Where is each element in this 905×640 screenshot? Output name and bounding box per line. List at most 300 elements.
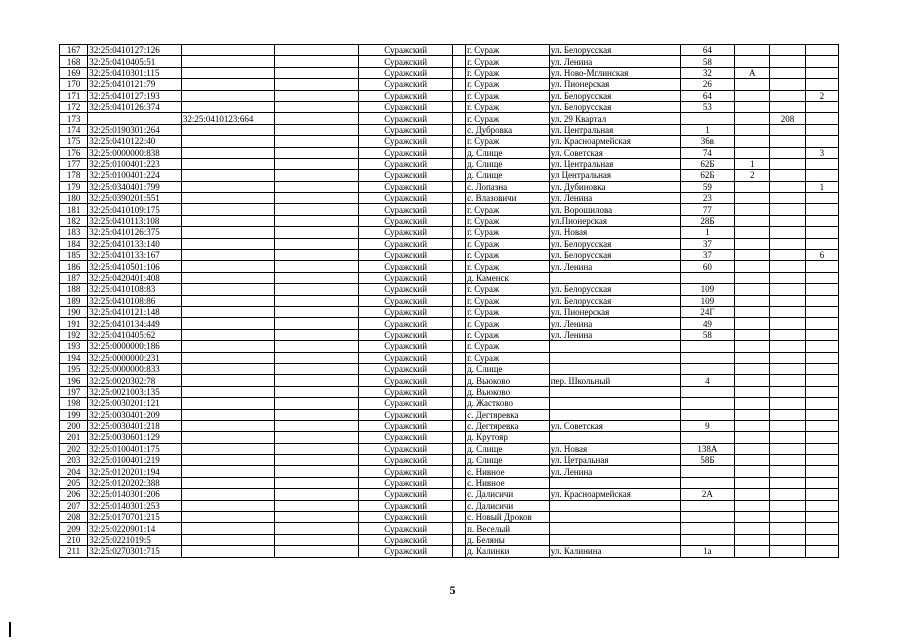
room-number bbox=[805, 489, 838, 500]
row-number: 172 bbox=[60, 101, 88, 112]
room-number bbox=[805, 329, 838, 340]
cadastral-number: 32:25:0030601:129 bbox=[88, 432, 182, 443]
building-number bbox=[735, 375, 770, 386]
street bbox=[549, 386, 680, 397]
district: Суражский bbox=[359, 318, 453, 329]
house-number bbox=[680, 409, 734, 420]
district: Суражский bbox=[359, 477, 453, 488]
empty-cell bbox=[274, 409, 359, 420]
settlement: д. Жастково bbox=[466, 398, 550, 409]
row-number: 203 bbox=[60, 455, 88, 466]
street: ул. Новая bbox=[549, 443, 680, 454]
empty-cell bbox=[452, 67, 465, 78]
room-number bbox=[805, 215, 838, 226]
prior-cadastral-number bbox=[181, 101, 274, 112]
table-row bbox=[60, 90, 839, 101]
prior-cadastral-number bbox=[181, 181, 274, 192]
table-row bbox=[60, 67, 839, 78]
room-number bbox=[805, 443, 838, 454]
street bbox=[549, 272, 680, 283]
row-number: 206 bbox=[60, 489, 88, 500]
house-number: 32 bbox=[680, 67, 734, 78]
row-number: 167 bbox=[60, 45, 88, 56]
settlement: с. Влазовичи bbox=[466, 193, 550, 204]
prior-cadastral-number bbox=[181, 170, 274, 181]
cadastral-number: 32:25:0100401:224 bbox=[88, 170, 182, 181]
table-row bbox=[60, 158, 839, 169]
building-number bbox=[735, 352, 770, 363]
building-number: 1 bbox=[735, 158, 770, 169]
prior-cadastral-number bbox=[181, 45, 274, 56]
house-number: 77 bbox=[680, 204, 734, 215]
table-row bbox=[60, 489, 839, 500]
empty-cell bbox=[274, 56, 359, 67]
cadastral-number: 32:25:0410122:40 bbox=[88, 136, 182, 147]
room-number: 3 bbox=[805, 147, 838, 158]
house-number: 1а bbox=[680, 546, 734, 557]
settlement: с. Дегтяревка bbox=[466, 409, 550, 420]
room-number bbox=[805, 193, 838, 204]
cadastral-number: 32:25:0410134:449 bbox=[88, 318, 182, 329]
district: Суражский bbox=[359, 227, 453, 238]
district: Суражский bbox=[359, 523, 453, 534]
empty-cell bbox=[452, 238, 465, 249]
prior-cadastral-number bbox=[181, 455, 274, 466]
building-number bbox=[735, 45, 770, 56]
empty-cell bbox=[274, 238, 359, 249]
empty-cell bbox=[452, 534, 465, 545]
settlement: д. Крутояр bbox=[466, 432, 550, 443]
building-number bbox=[735, 500, 770, 511]
empty-cell bbox=[452, 420, 465, 431]
street: ул. Пионерская bbox=[549, 79, 680, 90]
empty-cell bbox=[452, 147, 465, 158]
empty-cell bbox=[452, 466, 465, 477]
row-number: 181 bbox=[60, 204, 88, 215]
cadastral-number: 32:25:0100401:223 bbox=[88, 158, 182, 169]
apartment-number bbox=[770, 295, 805, 306]
cadastral-number: 32:25:0410405:51 bbox=[88, 56, 182, 67]
building-number bbox=[735, 386, 770, 397]
room-number bbox=[805, 56, 838, 67]
district: Суражский bbox=[359, 306, 453, 317]
street bbox=[549, 534, 680, 545]
district: Суражский bbox=[359, 455, 453, 466]
settlement: г. Сураж bbox=[466, 227, 550, 238]
row-number: 188 bbox=[60, 284, 88, 295]
building-number bbox=[735, 261, 770, 272]
street: ул. Ленина bbox=[549, 261, 680, 272]
room-number bbox=[805, 124, 838, 135]
room-number bbox=[805, 67, 838, 78]
cadastral-number: 32:25:0410127:193 bbox=[88, 90, 182, 101]
row-number: 168 bbox=[60, 56, 88, 67]
prior-cadastral-number bbox=[181, 261, 274, 272]
empty-cell bbox=[274, 534, 359, 545]
house-number: 62Б bbox=[680, 158, 734, 169]
building-number bbox=[735, 204, 770, 215]
table-row bbox=[60, 45, 839, 56]
room-number bbox=[805, 158, 838, 169]
empty-cell bbox=[452, 318, 465, 329]
building-number: А bbox=[735, 67, 770, 78]
empty-cell bbox=[452, 284, 465, 295]
house-number bbox=[680, 386, 734, 397]
settlement: п. Веселый bbox=[466, 523, 550, 534]
house-number bbox=[680, 363, 734, 374]
cadastral-number: 32:25:0020302:78 bbox=[88, 375, 182, 386]
district: Суражский bbox=[359, 534, 453, 545]
empty-cell bbox=[274, 147, 359, 158]
table-row bbox=[60, 193, 839, 204]
prior-cadastral-number bbox=[181, 386, 274, 397]
cadastral-number: 32:25:0100401:219 bbox=[88, 455, 182, 466]
table-row bbox=[60, 181, 839, 192]
prior-cadastral-number bbox=[181, 56, 274, 67]
settlement: г. Сураж bbox=[466, 136, 550, 147]
building-number bbox=[735, 409, 770, 420]
table-body bbox=[60, 45, 839, 558]
house-number bbox=[680, 352, 734, 363]
street: ул. Новая bbox=[549, 227, 680, 238]
table-row bbox=[60, 250, 839, 261]
district: Суражский bbox=[359, 500, 453, 511]
street bbox=[549, 432, 680, 443]
table-row bbox=[60, 455, 839, 466]
cadastral-number: 32:25:0221019:5 bbox=[88, 534, 182, 545]
building-number bbox=[735, 56, 770, 67]
district: Суражский bbox=[359, 261, 453, 272]
room-number bbox=[805, 363, 838, 374]
street: ул. Центральная bbox=[549, 158, 680, 169]
settlement: г. Сураж bbox=[466, 329, 550, 340]
empty-cell bbox=[452, 204, 465, 215]
settlement: г. Сураж bbox=[466, 113, 550, 124]
empty-cell bbox=[274, 113, 359, 124]
street: ул. Калинина bbox=[549, 546, 680, 557]
apartment-number bbox=[770, 398, 805, 409]
room-number bbox=[805, 341, 838, 352]
settlement: с. Далисичи bbox=[466, 489, 550, 500]
empty-cell bbox=[452, 215, 465, 226]
cadastral-number: 32:25:0410113:108 bbox=[88, 215, 182, 226]
district: Суражский bbox=[359, 90, 453, 101]
empty-cell bbox=[452, 455, 465, 466]
empty-cell bbox=[452, 227, 465, 238]
building-number bbox=[735, 306, 770, 317]
row-number: 190 bbox=[60, 306, 88, 317]
district: Суражский bbox=[359, 45, 453, 56]
settlement: г. Сураж bbox=[466, 352, 550, 363]
row-number: 191 bbox=[60, 318, 88, 329]
district: Суражский bbox=[359, 489, 453, 500]
house-number: 24Г bbox=[680, 306, 734, 317]
row-number: 210 bbox=[60, 534, 88, 545]
room-number bbox=[805, 375, 838, 386]
cadastral-number: 32:25:0030401:218 bbox=[88, 420, 182, 431]
cadastral-number: 32:25:0170701:215 bbox=[88, 512, 182, 523]
settlement: д. Вьюково bbox=[466, 386, 550, 397]
house-number: 28Б bbox=[680, 215, 734, 226]
cadastral-number: 32:25:0120202:388 bbox=[88, 477, 182, 488]
settlement: г. Сураж bbox=[466, 45, 550, 56]
room-number bbox=[805, 136, 838, 147]
table-row bbox=[60, 352, 839, 363]
street bbox=[549, 363, 680, 374]
district: Суражский bbox=[359, 466, 453, 477]
prior-cadastral-number bbox=[181, 90, 274, 101]
cadastral-number: 32:25:0410126:375 bbox=[88, 227, 182, 238]
apartment-number: 208 bbox=[770, 113, 805, 124]
building-number bbox=[735, 124, 770, 135]
prior-cadastral-number bbox=[181, 546, 274, 557]
settlement: г. Сураж bbox=[466, 101, 550, 112]
room-number bbox=[805, 261, 838, 272]
prior-cadastral-number bbox=[181, 523, 274, 534]
house-number: 109 bbox=[680, 284, 734, 295]
cadastral-number bbox=[88, 113, 182, 124]
house-number bbox=[680, 500, 734, 511]
empty-cell bbox=[274, 341, 359, 352]
apartment-number bbox=[770, 329, 805, 340]
cadastral-number: 32:25:0410108:83 bbox=[88, 284, 182, 295]
district: Суражский bbox=[359, 375, 453, 386]
street: ул. Ленина bbox=[549, 329, 680, 340]
apartment-number bbox=[770, 284, 805, 295]
empty-cell bbox=[274, 363, 359, 374]
street: ул. Центральная bbox=[549, 124, 680, 135]
empty-cell bbox=[274, 45, 359, 56]
empty-cell bbox=[274, 170, 359, 181]
house-number bbox=[680, 477, 734, 488]
table-row bbox=[60, 523, 839, 534]
room-number bbox=[805, 318, 838, 329]
prior-cadastral-number bbox=[181, 420, 274, 431]
empty-cell bbox=[452, 432, 465, 443]
room-number bbox=[805, 409, 838, 420]
table-row bbox=[60, 56, 839, 67]
district: Суражский bbox=[359, 113, 453, 124]
table-row bbox=[60, 329, 839, 340]
empty-cell bbox=[452, 272, 465, 283]
apartment-number bbox=[770, 170, 805, 181]
building-number bbox=[735, 546, 770, 557]
street: ул.Пионерская bbox=[549, 215, 680, 226]
house-number: 58 bbox=[680, 56, 734, 67]
empty-cell bbox=[274, 181, 359, 192]
empty-cell bbox=[274, 512, 359, 523]
building-number bbox=[735, 250, 770, 261]
prior-cadastral-number bbox=[181, 284, 274, 295]
row-number: 192 bbox=[60, 329, 88, 340]
empty-cell bbox=[274, 466, 359, 477]
house-number: 26 bbox=[680, 79, 734, 90]
street: ул. Ленина bbox=[549, 318, 680, 329]
prior-cadastral-number bbox=[181, 409, 274, 420]
empty-cell bbox=[452, 101, 465, 112]
cadastral-number: 32:25:0270301:715 bbox=[88, 546, 182, 557]
empty-cell bbox=[274, 215, 359, 226]
district: Суражский bbox=[359, 181, 453, 192]
apartment-number bbox=[770, 227, 805, 238]
prior-cadastral-number bbox=[181, 124, 274, 135]
table-row bbox=[60, 124, 839, 135]
district: Суражский bbox=[359, 443, 453, 454]
cadastral-number: 32:25:0410133:167 bbox=[88, 250, 182, 261]
prior-cadastral-number bbox=[181, 477, 274, 488]
row-number: 199 bbox=[60, 409, 88, 420]
apartment-number bbox=[770, 500, 805, 511]
empty-cell bbox=[274, 101, 359, 112]
row-number: 174 bbox=[60, 124, 88, 135]
empty-cell bbox=[452, 409, 465, 420]
street: ул Центральная bbox=[549, 170, 680, 181]
settlement: г. Сураж bbox=[466, 238, 550, 249]
building-number bbox=[735, 489, 770, 500]
row-number: 196 bbox=[60, 375, 88, 386]
district: Суражский bbox=[359, 363, 453, 374]
table-row bbox=[60, 113, 839, 124]
street: ул. Цетральная bbox=[549, 455, 680, 466]
empty-cell bbox=[452, 295, 465, 306]
district: Суражский bbox=[359, 329, 453, 340]
cadastral-number: 32:25:0410405:62 bbox=[88, 329, 182, 340]
district: Суражский bbox=[359, 56, 453, 67]
empty-cell bbox=[452, 443, 465, 454]
row-number: 184 bbox=[60, 238, 88, 249]
row-number: 208 bbox=[60, 512, 88, 523]
house-number: 23 bbox=[680, 193, 734, 204]
room-number bbox=[805, 306, 838, 317]
empty-cell bbox=[452, 398, 465, 409]
settlement: д. Слище bbox=[466, 455, 550, 466]
apartment-number bbox=[770, 318, 805, 329]
building-number bbox=[735, 534, 770, 545]
building-number bbox=[735, 329, 770, 340]
table-row bbox=[60, 238, 839, 249]
room-number: 6 bbox=[805, 250, 838, 261]
apartment-number bbox=[770, 443, 805, 454]
building-number bbox=[735, 193, 770, 204]
row-number: 178 bbox=[60, 170, 88, 181]
row-number: 175 bbox=[60, 136, 88, 147]
room-number bbox=[805, 238, 838, 249]
apartment-number bbox=[770, 238, 805, 249]
house-number: 2А bbox=[680, 489, 734, 500]
building-number bbox=[735, 523, 770, 534]
prior-cadastral-number bbox=[181, 341, 274, 352]
apartment-number bbox=[770, 512, 805, 523]
settlement: д. Слище bbox=[466, 147, 550, 158]
house-number: 53 bbox=[680, 101, 734, 112]
cadastral-number: 32:25:0410121:148 bbox=[88, 306, 182, 317]
district: Суражский bbox=[359, 272, 453, 283]
building-number bbox=[735, 477, 770, 488]
prior-cadastral-number bbox=[181, 193, 274, 204]
street: ул. Советская bbox=[549, 420, 680, 431]
room-number bbox=[805, 432, 838, 443]
empty-cell bbox=[274, 250, 359, 261]
cadastral-number: 32:25:0410501:106 bbox=[88, 261, 182, 272]
table-row bbox=[60, 546, 839, 557]
apartment-number bbox=[770, 204, 805, 215]
empty-cell bbox=[274, 500, 359, 511]
room-number bbox=[805, 170, 838, 181]
building-number bbox=[735, 398, 770, 409]
cadastral-number: 32:25:0190301:264 bbox=[88, 124, 182, 135]
property-table bbox=[59, 44, 839, 558]
row-number: 176 bbox=[60, 147, 88, 158]
row-number: 173 bbox=[60, 113, 88, 124]
room-number bbox=[805, 272, 838, 283]
prior-cadastral-number bbox=[181, 238, 274, 249]
empty-cell bbox=[274, 90, 359, 101]
district: Суражский bbox=[359, 215, 453, 226]
settlement: г. Сураж bbox=[466, 261, 550, 272]
room-number bbox=[805, 466, 838, 477]
building-number bbox=[735, 284, 770, 295]
settlement: г. Сураж bbox=[466, 295, 550, 306]
empty-cell bbox=[452, 79, 465, 90]
row-number: 195 bbox=[60, 363, 88, 374]
settlement: д. Слище bbox=[466, 170, 550, 181]
settlement: с. Дубровка bbox=[466, 124, 550, 135]
table-row bbox=[60, 284, 839, 295]
empty-cell bbox=[274, 386, 359, 397]
district: Суражский bbox=[359, 284, 453, 295]
apartment-number bbox=[770, 455, 805, 466]
settlement: д. Вьюково bbox=[466, 375, 550, 386]
cadastral-number: 32:25:0340401:799 bbox=[88, 181, 182, 192]
empty-cell bbox=[274, 272, 359, 283]
settlement: д. Слище bbox=[466, 443, 550, 454]
room-number bbox=[805, 512, 838, 523]
building-number bbox=[735, 101, 770, 112]
apartment-number bbox=[770, 386, 805, 397]
building-number bbox=[735, 443, 770, 454]
building-number bbox=[735, 215, 770, 226]
district: Суражский bbox=[359, 546, 453, 557]
prior-cadastral-number bbox=[181, 432, 274, 443]
table-row bbox=[60, 534, 839, 545]
empty-cell bbox=[274, 284, 359, 295]
building-number bbox=[735, 79, 770, 90]
street bbox=[549, 512, 680, 523]
apartment-number bbox=[770, 215, 805, 226]
room-number bbox=[805, 295, 838, 306]
row-number: 198 bbox=[60, 398, 88, 409]
apartment-number bbox=[770, 67, 805, 78]
street: ул. 29 Квартал bbox=[549, 113, 680, 124]
building-number bbox=[735, 455, 770, 466]
room-number bbox=[805, 79, 838, 90]
row-number: 182 bbox=[60, 215, 88, 226]
empty-cell bbox=[452, 352, 465, 363]
settlement: г. Сураж bbox=[466, 306, 550, 317]
table-row bbox=[60, 204, 839, 215]
empty-cell bbox=[274, 398, 359, 409]
room-number bbox=[805, 500, 838, 511]
settlement: г. Сураж bbox=[466, 79, 550, 90]
table-row bbox=[60, 136, 839, 147]
district: Суражский bbox=[359, 352, 453, 363]
row-number: 207 bbox=[60, 500, 88, 511]
district: Суражский bbox=[359, 124, 453, 135]
settlement: д. Слище bbox=[466, 363, 550, 374]
prior-cadastral-number bbox=[181, 204, 274, 215]
empty-cell bbox=[452, 56, 465, 67]
building-number bbox=[735, 512, 770, 523]
